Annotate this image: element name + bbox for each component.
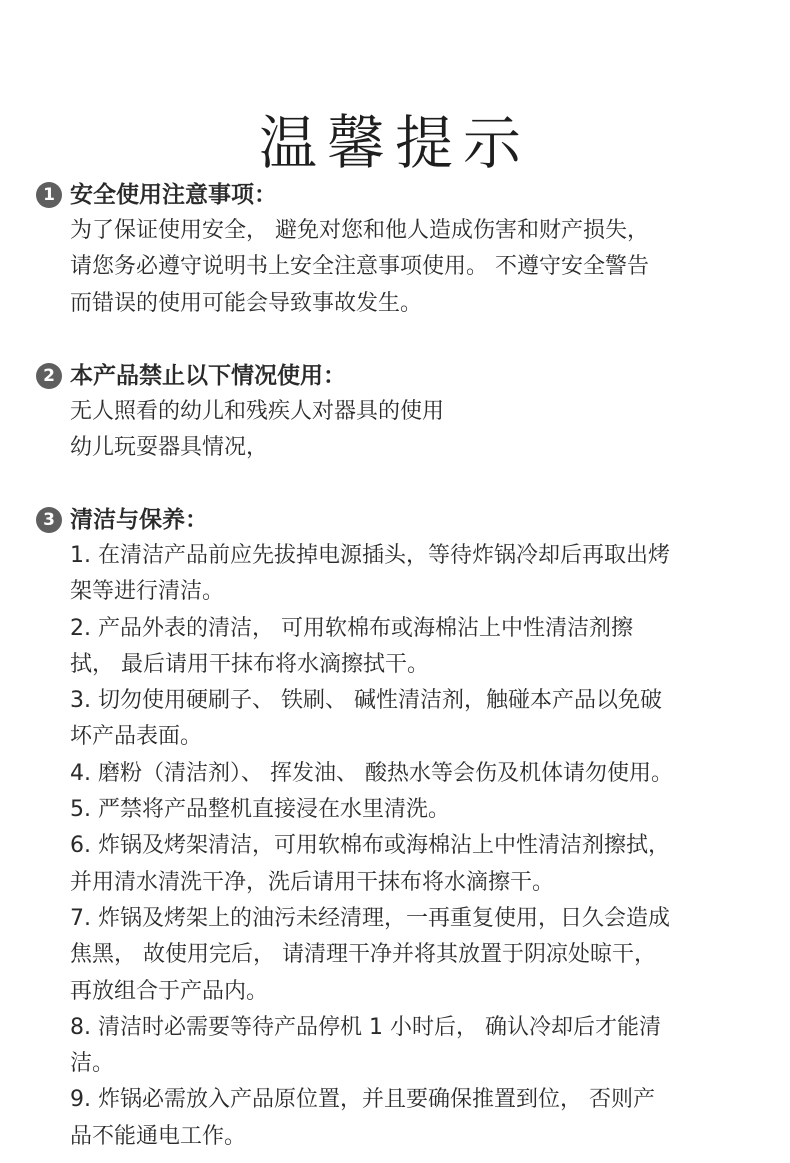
text-line: 而错误的使用可能会导致事故发生。 bbox=[70, 290, 423, 316]
number-badge-icon: 3 bbox=[36, 507, 62, 533]
text-line: 4. 磨粉（清洁剂）、 挥发油、 酸热水等会伤及机体请勿使用。 bbox=[70, 760, 673, 786]
text-line: 洁。 bbox=[70, 1051, 115, 1077]
number-badge-icon: 2 bbox=[36, 363, 62, 389]
text-line: 3. 切勿使用硬刷子、 铁刷、 碱性清洁剂，触碰本产品以免破 bbox=[70, 688, 662, 714]
section-heading-text: 清洁与保养： bbox=[70, 507, 208, 533]
text-line: 2. 产品外表的清洁， 可用软棉布或海棉沾上中性清洁剂擦 bbox=[70, 615, 633, 641]
text-line: 焦黑， 故使用完后， 请清理干净并将其放置于阴凉处晾干， bbox=[70, 942, 656, 968]
section-heading bbox=[36, 361, 776, 391]
text-line: 幼儿玩耍器具情况， bbox=[70, 435, 269, 461]
section-heading bbox=[36, 505, 776, 535]
section-prohibited bbox=[36, 361, 776, 467]
text-line: 5. 严禁将产品整机直接浸在水里清洗。 bbox=[70, 797, 450, 823]
section-cleaning bbox=[36, 505, 776, 1155]
section-body bbox=[70, 538, 770, 1155]
section-body bbox=[70, 394, 770, 467]
text-line: 并用清水清洗干净，洗后请用干抹布将水滴擦干。 bbox=[70, 869, 555, 895]
text-line: 9. 炸锅必需放入产品原位置，并且要确保推置到位， 否则产 bbox=[70, 1087, 655, 1113]
text-line: 架等进行清洁。 bbox=[70, 579, 225, 605]
page-title: 温馨提示 bbox=[258, 108, 531, 177]
section-safety bbox=[36, 180, 776, 322]
text-line: 无人照看的幼儿和残疾人对器具的使用 bbox=[70, 399, 445, 424]
text-line: 7. 炸锅及烤架上的油污未经清理，一再重复使用，日久会造成 bbox=[70, 905, 670, 931]
text-line: 6. 炸锅及烤架清洁，可用软棉布或海棉沾上中性清洁剂擦拭， bbox=[70, 833, 670, 859]
section-heading-text: 本产品禁止以下情况使用： bbox=[70, 363, 346, 389]
text-line: 请您务必遵守说明书上安全注意事项使用。 不遵守安全警告 bbox=[70, 254, 649, 280]
text-line: 坏产品表面。 bbox=[70, 724, 203, 750]
text-line: 为了保证使用安全， 避免对您和他人造成伤害和财产损失， bbox=[70, 218, 649, 243]
text-line: 品不能通电工作。 bbox=[70, 1123, 247, 1149]
text-line: 1. 在清洁产品前应先拔掉电源插头，等待炸锅冷却后再取出烤 bbox=[70, 543, 670, 568]
section-heading bbox=[36, 180, 776, 210]
text-line: 再放组合于产品内。 bbox=[70, 978, 269, 1004]
number-badge-icon: 1 bbox=[36, 182, 62, 208]
text-line: 拭， 最后请用干抹布将水滴擦拭干。 bbox=[70, 651, 429, 677]
text-line: 8. 清洁时必需要等待产品停机 1 小时后， 确认冷却后才能清 bbox=[70, 1014, 661, 1040]
section-body bbox=[70, 213, 770, 322]
section-heading-text: 安全使用注意事项： bbox=[70, 182, 277, 208]
